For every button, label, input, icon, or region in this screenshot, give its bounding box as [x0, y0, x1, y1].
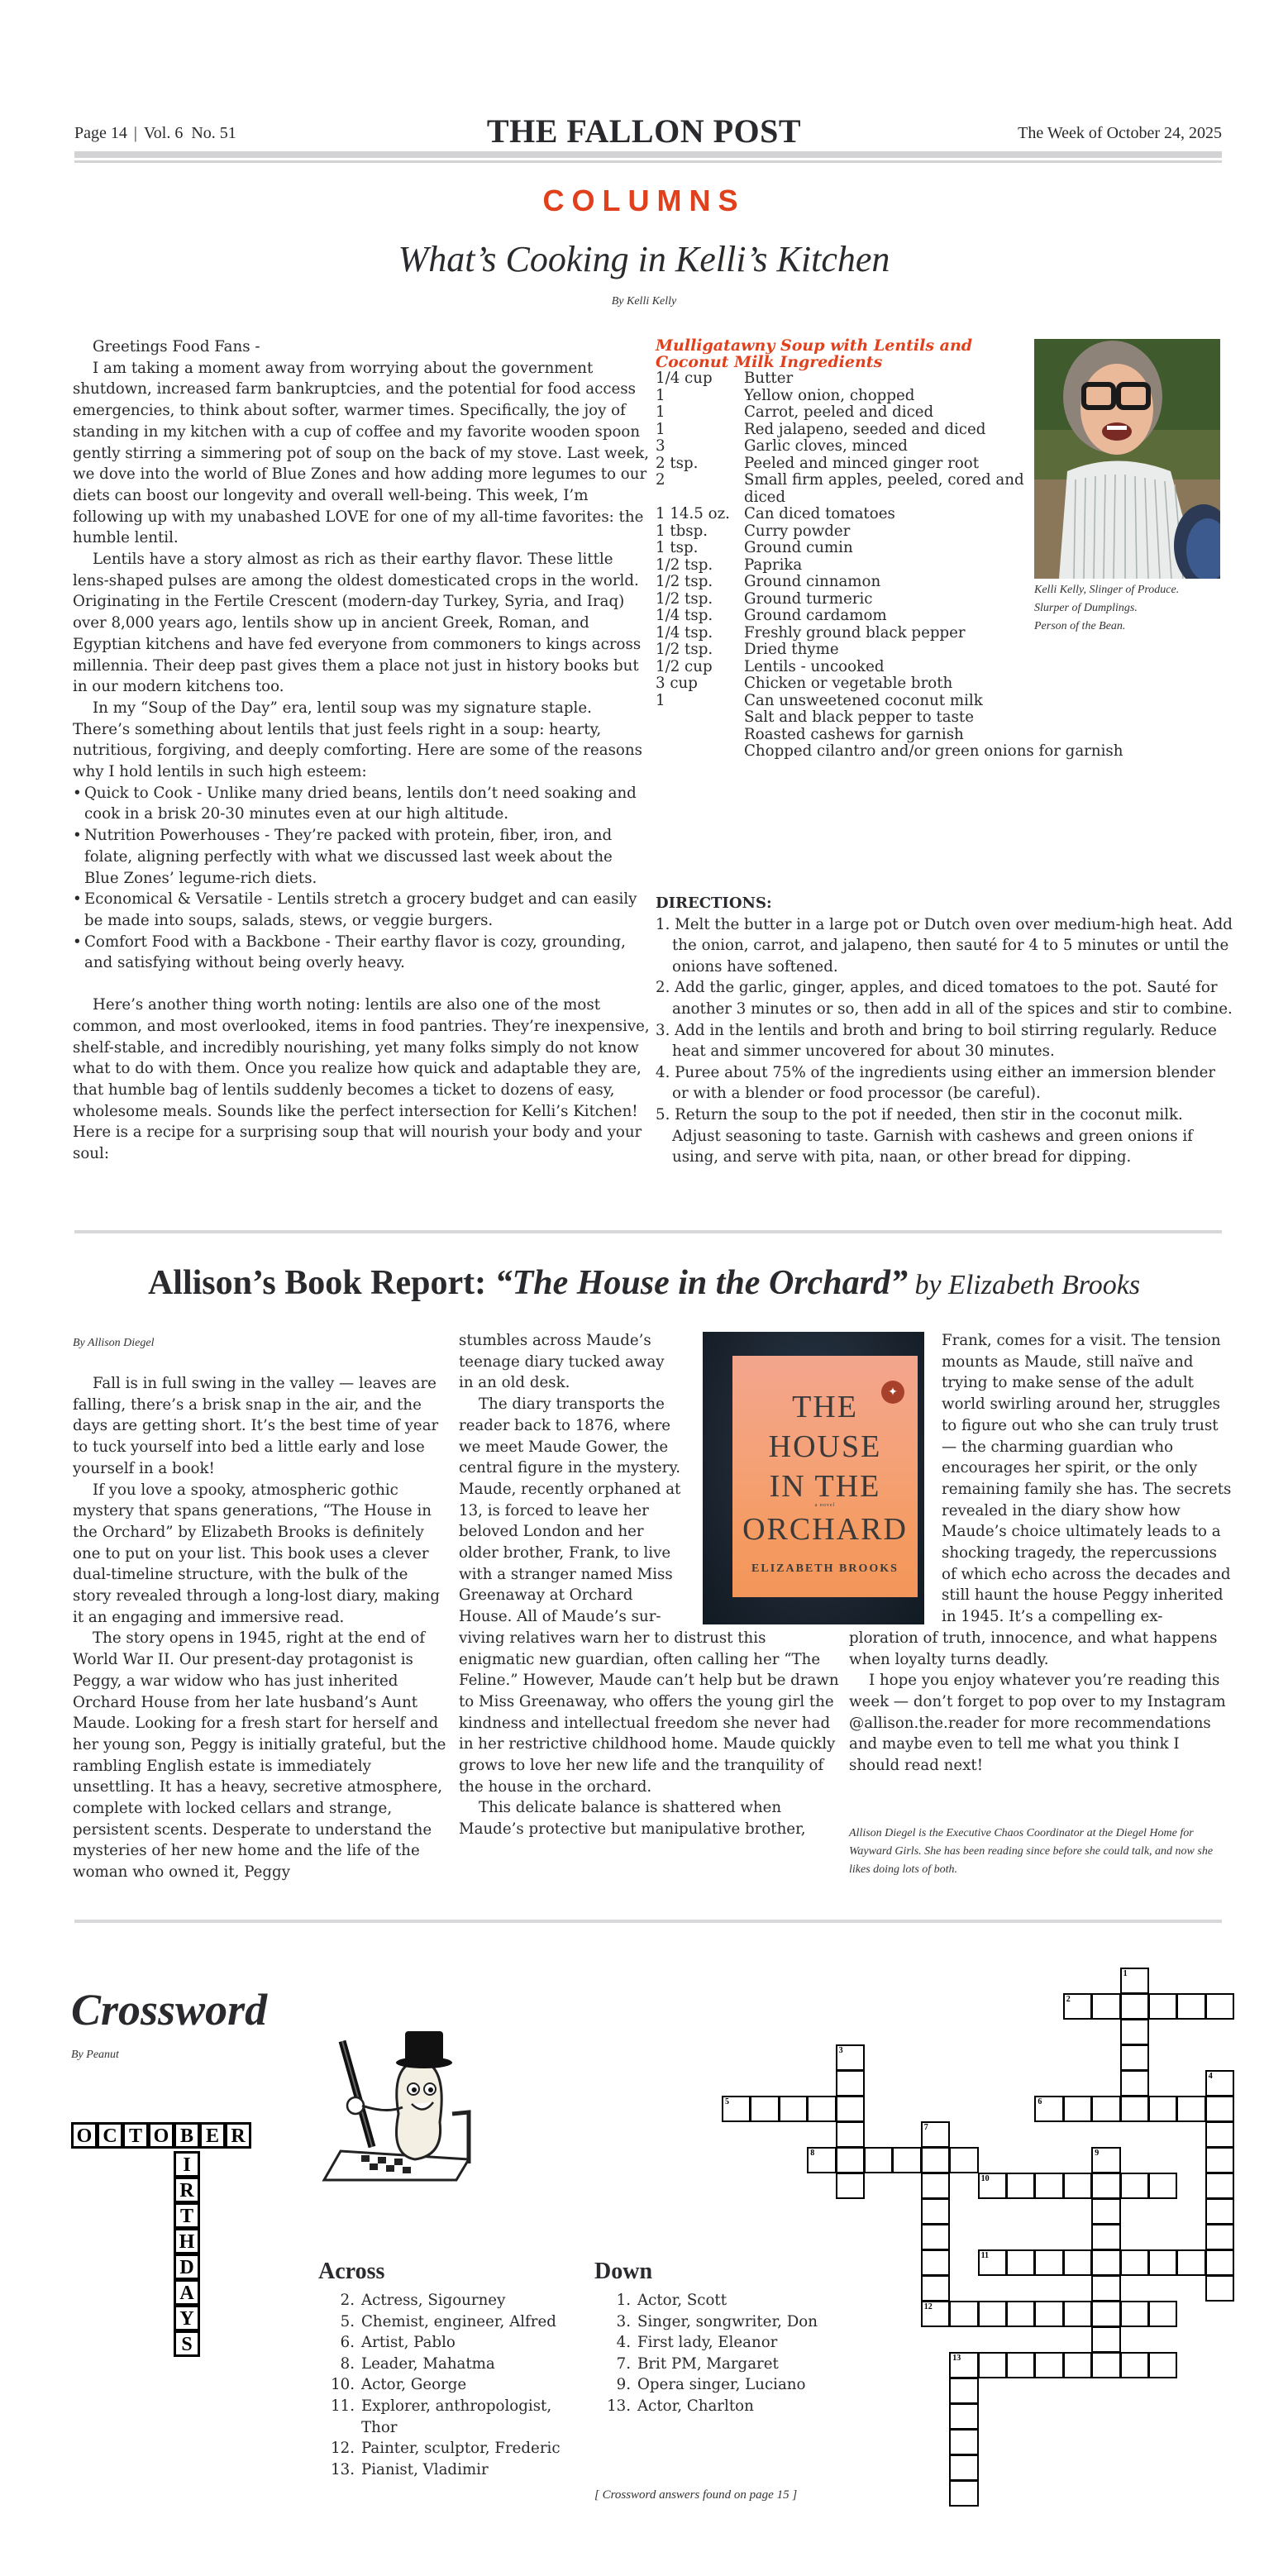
- crossword-cell[interactable]: [921, 2121, 950, 2148]
- crossword-cell[interactable]: [836, 2096, 865, 2122]
- crossword-cell[interactable]: [1063, 2301, 1092, 2327]
- direction-step: 1. Melt the butter in a large pot or Dutch oven over medium-high heat. Add the onion, carrot, and jalapeno, then sauté for 4 to 5 minutes or until the onions have softened.: [656, 915, 1233, 976]
- ingredient-name: Ground cardamom: [744, 607, 887, 624]
- crossword-cell[interactable]: [949, 2378, 978, 2404]
- clue-item: [318, 2459, 583, 2481]
- crossword-cell[interactable]: [1205, 2096, 1234, 2122]
- ingredient-name: Red jalapeno, seeded and diced: [744, 420, 986, 438]
- crossword-cell[interactable]: [1148, 2301, 1177, 2327]
- paragraph: I am taking a moment away from worrying about the government shutdown, increased farm bankruptcies, and the potential for food access emergencies, to think about softer, warmer times. Specifically, the joy of standing in my kitchen with a cup of coffee and my favorite wooden spoon gently stirring a simmering pot of soup on the back of my stove. Last week, we dove into the world of Blue Zones and how adding more legumes to our diets can boost our longevity and overall well-being. This week, I’m following up with my unabashed LOVE for one of my all-time favorites: the humble lentil.: [73, 359, 650, 547]
- ingredient-name: Can diced tomatoes: [744, 505, 895, 522]
- crossword-cell[interactable]: [1205, 2147, 1234, 2173]
- section-divider: [74, 1230, 1222, 1233]
- clue-item: [318, 2290, 583, 2311]
- cell-clue-number: 10: [980, 2174, 990, 2183]
- cover-title-line: THE: [792, 1390, 858, 1424]
- cell-clue-number: 6: [1038, 2097, 1042, 2106]
- ingredient-quantity: [656, 709, 744, 727]
- cell-clue-number: 3: [838, 2046, 843, 2055]
- crossword-cell[interactable]: [921, 2198, 950, 2225]
- masthead-rule: [74, 151, 1222, 158]
- crossword-cell[interactable]: [892, 2147, 921, 2173]
- crossword-cell[interactable]: [1120, 2249, 1149, 2276]
- crossword-byline: By Peanut: [71, 2049, 119, 2061]
- crossword-grid: [723, 1968, 1252, 2547]
- paragraph: The story opens in 1945, right at the end of World War II. Our present-day protagonist is Peggy, a war widow who has just inherited Orchard House from her late husband’s Aunt Maude. Looking for a fresh start for herself and her young son, Peggy is initially grateful, but the rambling English estate is immediately unsettling. It has a heavy, secretive atmosphere, complete with locked cellars and strange, persistent scents. Desperate to understand the mysteries of her new home and the life of the woman who owned it, Peggy: [73, 1629, 446, 1882]
- clue-number: 8.: [340, 2354, 355, 2373]
- clue-text: Actor, Scott: [637, 2292, 727, 2309]
- ingredient-name: Chicken or vegetable broth: [744, 675, 953, 692]
- crossword-cell[interactable]: [807, 2147, 836, 2173]
- ingredient-name: Can unsweetened coconut milk: [744, 691, 983, 709]
- crossword-cell[interactable]: [1148, 2173, 1177, 2199]
- crossword-cell[interactable]: [978, 2352, 1007, 2378]
- cover-title-line: ORCHARD: [742, 1512, 908, 1547]
- crossword-cell[interactable]: [1205, 2275, 1234, 2302]
- cell-clue-number: 2: [1066, 1995, 1071, 2004]
- clue-number: 3.: [616, 2312, 631, 2330]
- greeting: Greetings Food Fans -: [93, 338, 260, 355]
- theme-letter-cell: O: [71, 2122, 98, 2149]
- ingredient-quantity: 1 tbsp.: [656, 522, 708, 540]
- kitchen-column-title: What’s Cooking in Kelli’s Kitchen: [398, 239, 890, 279]
- across-clue-list: [318, 2290, 583, 2480]
- clue-number: 13.: [331, 2460, 355, 2478]
- clue-text: Singer, songwriter, Don: [637, 2312, 818, 2330]
- crossword-cell[interactable]: [978, 2173, 1007, 2199]
- clue-item: [318, 2396, 583, 2438]
- ingredient-quantity: 1/2 tsp.: [656, 573, 713, 590]
- theme-letter-cell: Y: [174, 2305, 200, 2331]
- ingredient-name: Ground turmeric: [744, 589, 873, 608]
- list-item: • Economical & Versatile - Lentils stretch a grocery budget and can easily be made into soups, salads, stews, or veggie burgers.: [73, 889, 651, 931]
- clue-number: 6.: [340, 2334, 355, 2352]
- clue-number: 1.: [616, 2292, 631, 2309]
- crossword-cell[interactable]: [836, 2173, 865, 2199]
- ingredient-name: Salt and black pepper to taste: [744, 708, 975, 726]
- crossword-cell[interactable]: [1091, 2275, 1120, 2302]
- cover-title-line: IN THE: [769, 1469, 881, 1504]
- portrait-illustration: [1034, 339, 1220, 579]
- clue-text: Actor, George: [361, 2376, 467, 2394]
- ingredient-quantity: 1/2 tsp.: [656, 589, 713, 608]
- book-report-title: [0, 1263, 1288, 1303]
- crossword-cell[interactable]: [1006, 2173, 1035, 2199]
- crossword-cell[interactable]: [1120, 1993, 1149, 2020]
- list-item: • Quick to Cook - Unlike many dried beans, lentils don’t need soaking and cook in a brisk 20-30 minutes even at our high altitude.: [73, 783, 651, 825]
- ingredient-row: [656, 659, 1234, 676]
- cell-clue-number: 4: [1208, 2072, 1213, 2081]
- ingredient-quantity: 1/4 tsp.: [656, 623, 713, 642]
- crossword-cell[interactable]: [1120, 2044, 1149, 2071]
- crossword-cell[interactable]: [1034, 2249, 1063, 2276]
- ingredient-name: Roasted cashews for garnish: [744, 725, 964, 743]
- caption-line: Person of the Bean.: [1034, 620, 1126, 632]
- kitchen-byline: By Kelli Kelly: [611, 295, 677, 308]
- clue-text: Pianist, Vladimir: [361, 2460, 489, 2478]
- ingredient-quantity: 1: [656, 691, 665, 709]
- clue-number: 12.: [331, 2440, 355, 2458]
- crossword-cell[interactable]: [1205, 2070, 1234, 2097]
- crossword-cell[interactable]: [1120, 2096, 1149, 2122]
- cover-title-line: HOUSE: [768, 1429, 882, 1464]
- crossword-cell[interactable]: [1120, 1968, 1149, 1994]
- crossword-cell[interactable]: [978, 2249, 1007, 2276]
- cell-clue-number: 13: [952, 2354, 961, 2363]
- crossword-cell[interactable]: [1148, 1993, 1177, 2020]
- cell-clue-number: 11: [980, 2251, 990, 2260]
- ingredient-quantity: 1/4 cup: [656, 370, 713, 387]
- list-item: • Comfort Food with a Backbone - Their earthy flavor is cozy, grounding, and satisfying without being overly heavy.: [73, 932, 651, 974]
- crossword-cell[interactable]: [921, 2275, 950, 2302]
- crossword-cell[interactable]: [1176, 2249, 1205, 2276]
- crossword-cell[interactable]: [1034, 2352, 1063, 2378]
- crossword-cell[interactable]: [1063, 2173, 1092, 2199]
- crossword-cell[interactable]: [1034, 2301, 1063, 2327]
- clue-text: Painter, sculptor, Frederic: [361, 2440, 561, 2458]
- theme-letter-cell: T: [122, 2122, 149, 2149]
- crossword-cell[interactable]: [1091, 2326, 1120, 2353]
- crossword-cell[interactable]: [949, 2352, 978, 2378]
- crossword-title: Crossword: [71, 1985, 268, 2035]
- newspaper-title: THE FALLON POST: [486, 112, 802, 150]
- ingredient-name: Lentils - uncooked: [744, 657, 885, 675]
- section-divider: [74, 1920, 1222, 1923]
- paragraph: If you love a spooky, atmospheric gothic mystery that spans generations, “The House in the Orchard” by Elizabeth Brooks is definitely one to put on your list. This book uses a clever dual-timeline structure, with the bulk of the story revealed through a long-lost diary, making it an engaging and immersive read.: [73, 1481, 440, 1626]
- crossword-cell[interactable]: [949, 2147, 978, 2173]
- ingredient-name: Chopped cilantro and/or green onions for garnish: [744, 742, 1123, 760]
- theme-letter-cell: O: [148, 2122, 174, 2149]
- crossword-cell[interactable]: [1148, 2352, 1177, 2378]
- theme-letter-cell: C: [97, 2122, 123, 2149]
- author-bio-allison: Allison Diegel is the Executive Chaos Coordinator at the Diegel Home for Wayward Girls. She has been reading since before she could talk, and now she likes doing lots of both.: [849, 1827, 1214, 1876]
- clue-number: 4.: [616, 2334, 631, 2352]
- crossword-cell[interactable]: [1205, 2121, 1234, 2148]
- ingredient-name: Ground cinnamon: [744, 573, 881, 590]
- ingredient-name: Dried thyme: [744, 641, 839, 658]
- clue-text: Actress, Sigourney: [361, 2292, 506, 2309]
- cell-clue-number: 5: [725, 2097, 729, 2106]
- paragraph: stumbles across Maude’s teenage diary tucked away in an old desk.: [459, 1332, 665, 1392]
- clue-text: Explorer, anthropologist, Thor: [361, 2397, 552, 2436]
- crossword-cell[interactable]: [921, 2224, 950, 2250]
- paragraph: I hope you enjoy whatever you’re reading this week — don’t forget to pop over to my Instagram @allison.the.reader for more recommendations and maybe even to tell me what you think I should read next!: [849, 1672, 1226, 1775]
- crossword-cell[interactable]: [864, 2147, 893, 2173]
- theme-letter-cell: S: [174, 2330, 200, 2357]
- ingredient-row: [656, 675, 1234, 693]
- cover-author: ELIZABETH BROOKS: [751, 1562, 899, 1575]
- crossword-cell[interactable]: [949, 2454, 978, 2481]
- recipe-title: Mulligatawny Soup with Lentils and Coconut Milk Ingredients: [656, 336, 973, 371]
- theme-letter-cell: A: [174, 2279, 200, 2306]
- clue-number: 9.: [616, 2376, 631, 2394]
- crossword-cell[interactable]: [1205, 1993, 1234, 2020]
- paragraph: viving relatives warn her to distrust this enigmatic new guardian, often calling her “The Feline.” However, Maude can’t help but be drawn to Miss Greenaway, who offers the young girl the kindness and intellectual freedom she never had in her restrictive childhood home. Maude quickly grows to love her new life and the tranquility of the house in the orchard.: [459, 1629, 839, 1796]
- crossword-cell[interactable]: [921, 2147, 950, 2173]
- theme-letter-cell: R: [174, 2177, 200, 2203]
- direction-step: 4. Puree about 75% of the ingredients using either an immersion blender or with a blender or food processor (be careful).: [656, 1063, 1216, 1103]
- theme-letter-cell: H: [174, 2228, 200, 2254]
- page-number: Page 14: [74, 124, 127, 142]
- crossword-cell[interactable]: [1091, 2224, 1120, 2250]
- crossword-cell[interactable]: [1091, 1993, 1120, 2020]
- crossword-cell[interactable]: [1205, 2224, 1234, 2250]
- list-item: • Nutrition Powerhouses - They’re packed with protein, fiber, iron, and folate, aligning perfectly with what we discussed last week about the Blue Zones’ legume-rich diets.: [73, 825, 651, 889]
- crossword-cell[interactable]: [1205, 2198, 1234, 2225]
- crossword-cell[interactable]: [1034, 2173, 1063, 2199]
- cell-clue-number: 8: [810, 2149, 815, 2158]
- crossword-cell[interactable]: [1205, 2173, 1234, 2199]
- crossword-cell[interactable]: [1006, 2301, 1035, 2327]
- paragraph: Lentils have a story almost as rich as their earthy flavor. These little lens-shaped pulses are among the oldest domesticated crops in the world. Originating in the Fertile Crescent (modern-day Turkey, Syria, and Iraq) over 8,000 years ago, lentils show up in ancient Greek, Roman, and Egyptian kitchens and have fed everyone from commoners to kings across millennia. Their deep past gives them a place not just in history books but in our modern kitchens too.: [73, 551, 642, 696]
- cell-clue-number: 9: [1095, 2149, 1100, 2158]
- lentil-reasons-list: [73, 783, 651, 974]
- ingredient-quantity: 1/2 cup: [656, 657, 713, 675]
- crossword-cell[interactable]: [1091, 2301, 1120, 2327]
- crossword-cell[interactable]: [921, 2301, 950, 2327]
- answers-note: [ Crossword answers found on page 15 ]: [594, 2488, 798, 2502]
- theme-letter-cell: R: [225, 2122, 251, 2149]
- crossword-cell[interactable]: [1120, 2019, 1149, 2045]
- crossword-cell[interactable]: [1176, 1993, 1205, 2020]
- caption-line: Kelli Kelly, Slinger of Produce.: [1034, 584, 1180, 596]
- directions-heading: DIRECTIONS:: [656, 894, 772, 912]
- crossword-cell[interactable]: [1148, 2096, 1177, 2122]
- crossword-cell[interactable]: [1091, 2198, 1120, 2225]
- clue-item: [318, 2332, 583, 2354]
- ingredient-name: Ground cumin: [744, 539, 853, 556]
- ingredient-name: Curry powder: [744, 522, 851, 540]
- crossword-cell[interactable]: [1063, 2249, 1092, 2276]
- paragraph: The diary transports the reader back to 1876, where we meet Maude Gower, the central figure in the mystery. Maude, recently orphaned at 13, is forced to leave her beloved London and her older brother, Frank, to live with a stranger named Miss Greenaway at Orchard House. All of Maude’s sur-: [459, 1395, 681, 1626]
- ingredient-name: Peeled and minced ginger root: [744, 454, 980, 472]
- paragraph: ploration of truth, innocence, and what happens when loyalty turns deadly.: [849, 1629, 1218, 1668]
- issue-date: The Week of October 24, 2025: [1018, 124, 1222, 142]
- theme-letter-cell: E: [199, 2122, 226, 2149]
- crossword-cell[interactable]: [1120, 2070, 1149, 2097]
- ingredient-quantity: 2 tsp.: [656, 454, 699, 472]
- crossword-cell[interactable]: [1063, 2352, 1092, 2378]
- ingredient-row: [656, 727, 1234, 744]
- book-report-prefix: Allison’s Book Report:: [147, 1264, 495, 1302]
- book-author: by Elizabeth Brooks: [907, 1270, 1141, 1300]
- masthead-rule-thin: [74, 160, 1222, 163]
- crossword-cell[interactable]: [1176, 2096, 1205, 2122]
- ingredient-name: Yellow onion, chopped: [744, 386, 915, 404]
- crossword-cell[interactable]: [1063, 2096, 1092, 2122]
- crossword-cell[interactable]: [978, 2301, 1007, 2327]
- ingredient-name: Carrot, peeled and diced: [744, 403, 934, 421]
- paragraph: In my “Soup of the Day” era, lentil soup was my signature staple. There’s something about lentils that just feels right in a soup: hearty, nutritious, forgiving, and deeply comforting. Here are some of the reasons why I hold lentils in such high esteem:: [73, 699, 642, 781]
- across-clues: [318, 2259, 583, 2480]
- ingredient-quantity: 1/2 tsp.: [656, 641, 713, 658]
- ingredient-quantity: 1 14.5 oz.: [656, 505, 730, 522]
- clue-item: [318, 2311, 583, 2333]
- clue-item: [318, 2374, 583, 2396]
- crossword-cell[interactable]: [1120, 2352, 1149, 2378]
- crossword-cell[interactable]: [1148, 2249, 1177, 2276]
- book-column-1: [73, 1373, 449, 1883]
- ingredient-quantity: 1/4 tsp.: [656, 607, 713, 624]
- theme-letter-cell: D: [174, 2254, 200, 2280]
- crossword-cell[interactable]: [949, 2403, 978, 2430]
- ingredient-quantity: 2: [656, 471, 665, 489]
- paragraph: Fall is in full swing in the valley — leaves are falling, there’s a brisk snap in the air, and the days are getting short. It’s the best time of year to tuck yourself into bed a little early and lose yourself in a book!: [73, 1375, 439, 1477]
- publisher-logo-icon: ✦: [881, 1381, 904, 1404]
- ingredient-name: Paprika: [744, 556, 803, 574]
- clue-text: Opera singer, Luciano: [637, 2376, 806, 2394]
- crossword-cell[interactable]: [921, 2249, 950, 2276]
- book-title: “The House in the Orchard”: [494, 1264, 908, 1302]
- crossword-cell[interactable]: [949, 2301, 978, 2327]
- clue-number: 2.: [340, 2292, 355, 2309]
- ingredient-name: Butter: [744, 370, 794, 387]
- ingredient-quantity: 3: [656, 437, 665, 455]
- paragraph: Here’s another thing worth noting: lentils are also one of the most common, and most overlooked, items in food pantries. They’re inexpensive, shelf-stable, and incredibly nourishing, yet many folks simply do not know what to do with them. Once you realize how quick and adaptable they are, that humble bag of lentils suddenly becomes a ticket to dozens of easy, wholesome meals. Sounds like the perfect intersection for Kelli’s Kitchen! Here is a recipe for a surprising soup that will nourish your body and your soul:: [73, 996, 650, 1163]
- crossword-cell[interactable]: [949, 2480, 978, 2507]
- ingredient-quantity: 1: [656, 403, 665, 421]
- crossword-cell[interactable]: [1006, 2249, 1035, 2276]
- theme-letter-cell: I: [174, 2151, 200, 2178]
- crossword-cell[interactable]: [750, 2096, 779, 2122]
- cell-clue-number: 12: [923, 2302, 933, 2311]
- paragraph: This delicate balance is shattered when Maude’s protective but manipulative brother,: [459, 1799, 806, 1839]
- ingredient-quantity: 1/2 tsp.: [656, 556, 713, 574]
- book-byline: By Allison Diegel: [73, 1337, 155, 1349]
- direction-step: 2. Add the garlic, ginger, apples, and diced tomatoes to the pot. Sauté for another 3 minutes or so, then add in all of the spices and stir to combine.: [656, 979, 1233, 1018]
- ingredient-quantity: [656, 743, 744, 761]
- crossword-cell[interactable]: [779, 2096, 808, 2122]
- cover-subtitle: a novel: [814, 1503, 836, 1508]
- crossword-cell[interactable]: [836, 2147, 865, 2173]
- clue-number: 11.: [331, 2397, 355, 2415]
- clue-item: [318, 2438, 583, 2459]
- clue-text: Artist, Pablo: [361, 2334, 456, 2352]
- crossword-cell[interactable]: [1205, 2249, 1234, 2276]
- peanut-with-pen-icon: [308, 2015, 477, 2201]
- crossword-cell[interactable]: [1091, 2173, 1120, 2199]
- cell-clue-number: 7: [923, 2123, 928, 2132]
- across-heading: Across: [318, 2259, 385, 2284]
- ingredient-row: [656, 709, 1234, 727]
- crossword-cell[interactable]: [722, 2096, 751, 2122]
- ingredient-row: [656, 743, 1234, 761]
- ingredient-name: Small firm apples, peeled, cored and diced: [744, 471, 1024, 506]
- crossword-cell[interactable]: [1120, 2301, 1149, 2327]
- clue-number: 13.: [607, 2397, 631, 2415]
- crossword-cell[interactable]: [1120, 2173, 1149, 2199]
- kelli-photo-caption: [1034, 581, 1233, 636]
- kitchen-article-body: [73, 336, 651, 1165]
- clue-number: 7.: [616, 2354, 631, 2373]
- clue-text: First lady, Eleanor: [637, 2334, 778, 2352]
- volume-number: Vol. 6 No. 51: [143, 124, 236, 142]
- recipe-directions: [656, 893, 1234, 1168]
- section-kicker: COLUMNS: [542, 184, 746, 217]
- crossword-cell[interactable]: [1034, 2096, 1063, 2122]
- crossword-cell[interactable]: [1091, 2249, 1120, 2276]
- clue-item: [318, 2354, 583, 2375]
- crossword-cell[interactable]: [807, 2096, 836, 2122]
- ingredient-name: Freshly ground black pepper: [744, 623, 966, 642]
- crossword-cell[interactable]: [1091, 2147, 1120, 2173]
- ingredient-row: [656, 693, 1234, 710]
- crossword-cell[interactable]: [1091, 2096, 1120, 2122]
- clue-text: Chemist, engineer, Alfred: [361, 2312, 556, 2330]
- clue-number: 10.: [331, 2376, 355, 2394]
- caption-line: Slurper of Dumplings.: [1034, 602, 1138, 614]
- cell-clue-number: 1: [1123, 1969, 1128, 1978]
- ingredient-quantity: 1: [656, 386, 665, 404]
- clue-text: Leader, Mahatma: [361, 2354, 495, 2373]
- theme-letter-cell: B: [174, 2122, 200, 2149]
- direction-step: 5. Return the soup to the pot if needed, then stir in the coconut milk. Adjust seasoning to taste. Garnish with cashews and green onions if using, and serve with pita, naan, or other bread for dipping.: [656, 1105, 1193, 1166]
- book-column-3: [849, 1330, 1233, 1777]
- crossword-cell[interactable]: [921, 2173, 950, 2199]
- crossword-cell[interactable]: [836, 2121, 865, 2148]
- clue-number: 5.: [340, 2312, 355, 2330]
- crossword-cell[interactable]: [1091, 2352, 1120, 2378]
- clue-text: Brit PM, Margaret: [637, 2354, 779, 2373]
- crossword-cell[interactable]: [949, 2429, 978, 2455]
- theme-letter-cell: T: [174, 2202, 200, 2229]
- down-heading: Down: [594, 2259, 653, 2284]
- ingredient-row: [656, 642, 1234, 659]
- direction-step: 3. Add in the lentils and broth and bring to boil stirring regularly. Reduce heat and simmer uncovered for about 30 minutes.: [656, 1021, 1217, 1061]
- crossword-cell[interactable]: [1063, 1993, 1092, 2020]
- peanut-mascot-illustration: [308, 2015, 477, 2201]
- clue-text: Actor, Charlton: [637, 2397, 754, 2415]
- crossword-cell[interactable]: [836, 2044, 865, 2071]
- ingredient-quantity: 1 tsp.: [656, 539, 699, 556]
- author-photo-kelli: [1034, 339, 1220, 579]
- ingredient-quantity: [656, 727, 744, 744]
- ingredient-quantity: 1: [656, 420, 665, 438]
- directions-list: [656, 914, 1234, 1168]
- masthead-separator: |: [133, 124, 137, 142]
- crossword-cell[interactable]: [1006, 2352, 1035, 2378]
- ingredient-name: Garlic cloves, minced: [744, 437, 908, 455]
- ingredient-quantity: 3 cup: [656, 675, 698, 692]
- paragraph: Frank, comes for a visit. The tension mounts as Maude, still naïve and trying to make sense of the adult world swirling around her, struggles to figure out who she can truly trust — the charming guardian who encourages her spirit, or the only remaining family she has. The secrets revealed in the diary show how Maude’s choice ultimately leads to a shocking tragedy, the repercussions of which echo across the decades and still haunt the house Peggy inherited in 1945. It’s a compelling ex-: [942, 1332, 1232, 1626]
- crossword-cell[interactable]: [836, 2070, 865, 2097]
